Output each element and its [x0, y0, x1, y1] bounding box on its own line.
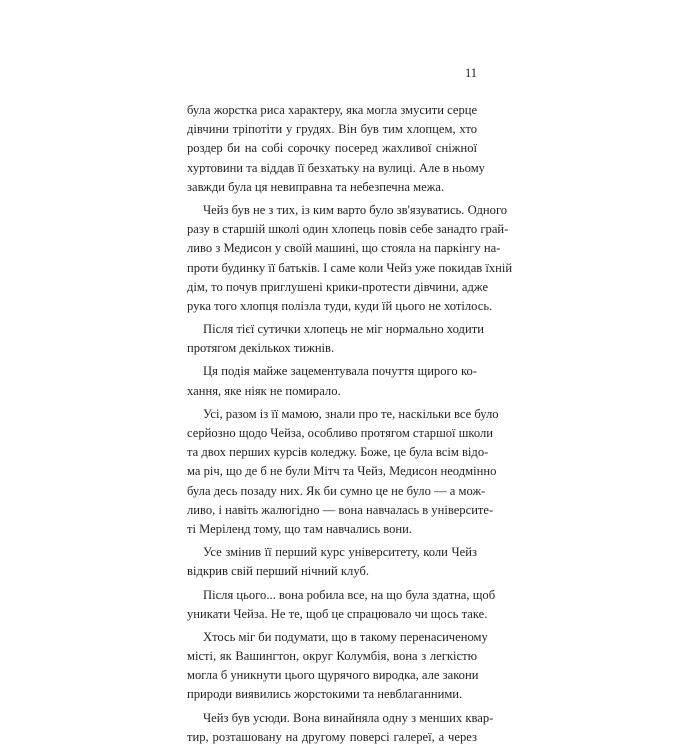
text-line: Хтось міг би подумати, що в такому перенасиченому: [203, 629, 488, 644]
paragraph: [187, 320, 484, 358]
paragraph: [187, 628, 488, 705]
text-line: проти будинку її батьків. І саме коли Чейз уже покидав їхній: [187, 260, 513, 275]
text-line: ливо з Медисон у своїй машині, що стояла на паркінгу на-: [187, 241, 501, 256]
text-line: хання, яке ніяк не помирало.: [187, 383, 341, 398]
paragraph: [187, 362, 477, 400]
text-line: дівчини тріпотіти у грудях. Він був тим хлопцем, хто: [187, 122, 477, 137]
text-line: рука того хлопця полізла туди, куди їй цього не хотілось.: [187, 298, 493, 313]
text-line: завжди була ця невиправна та небезпечна межа.: [187, 179, 445, 194]
paragraph: [187, 709, 494, 747]
text-line: була жорстка риса характеру, яка могла змусити серце: [187, 103, 478, 117]
text-line: могла б уникнути цього щурячого виродка, але закони: [187, 668, 479, 683]
text-line: природи виявились жорстокими та невблаганними.: [187, 687, 463, 702]
page-number: 11: [465, 66, 478, 80]
text-line: місті, як Вашингтон, округ Колумбія, вона з легкістю: [187, 649, 477, 664]
text-line: тир, розташовану на другому поверсі галереї, а через: [187, 729, 477, 744]
text-line: Після цього... вона робила все, на що була здатна, щоб: [203, 587, 496, 602]
text-line: ті Меріленд тому, що там навчались вони.: [187, 521, 413, 536]
body-text: [187, 101, 513, 747]
text-line: разу в старшій школі один хлопець повів себе занадто грай-: [187, 222, 509, 237]
text-line: серйозно щодо Чейза, особливо протягом старшої школи: [187, 426, 494, 440]
paragraph: [187, 101, 485, 197]
text-line: Чейз був не з тих, із ким варто було зв'язуватись. Одного: [203, 202, 508, 217]
text-line: Чейз був усюди. Вона винайняла одну з менших квар-: [203, 710, 494, 725]
text-line: протягом декількох тижнів.: [187, 341, 335, 356]
text-line: роздер би на собі сорочку посеред жахливої сніжної: [187, 141, 477, 156]
paragraph: [187, 543, 477, 581]
text-line: ма річ, що де б не були Мітч та Чейз, Медисон неодмінно: [187, 464, 497, 479]
text-line: хуртовини та віддав її безхатьку на вулиці. Але в ньому: [187, 160, 485, 175]
text-line: Усі, разом із її мамою, знали про те, наскільки все було: [203, 406, 499, 421]
text-line: уникати Чейза. Не те, щоб це спрацювало чи щось таке.: [187, 606, 488, 621]
paragraph: [187, 586, 496, 624]
text-line: ливо, і навіть жалюгідно — вона навчалась в університе-: [187, 502, 494, 517]
text-line: дім, то почув приглушені крики-протести дівчини, адже: [187, 279, 489, 294]
text-line: була десь позаду них. Як би сумно це не було — а мож-: [187, 483, 486, 498]
text-line: та двох перших курсів коледжу. Боже, це була всім відо-: [187, 445, 489, 460]
text-line: Після тієї сутички хлопець не міг нормально ходити: [203, 322, 484, 337]
text-line: Ця подія майже зацементувала почуття щирого ко-: [203, 364, 477, 379]
paragraph: [187, 201, 513, 316]
text-line: відкрив свій перший нічний клуб.: [187, 564, 370, 579]
paragraph: [187, 405, 499, 539]
text-line: Усе змінив її перший курс університету, коли Чейз: [203, 545, 477, 560]
